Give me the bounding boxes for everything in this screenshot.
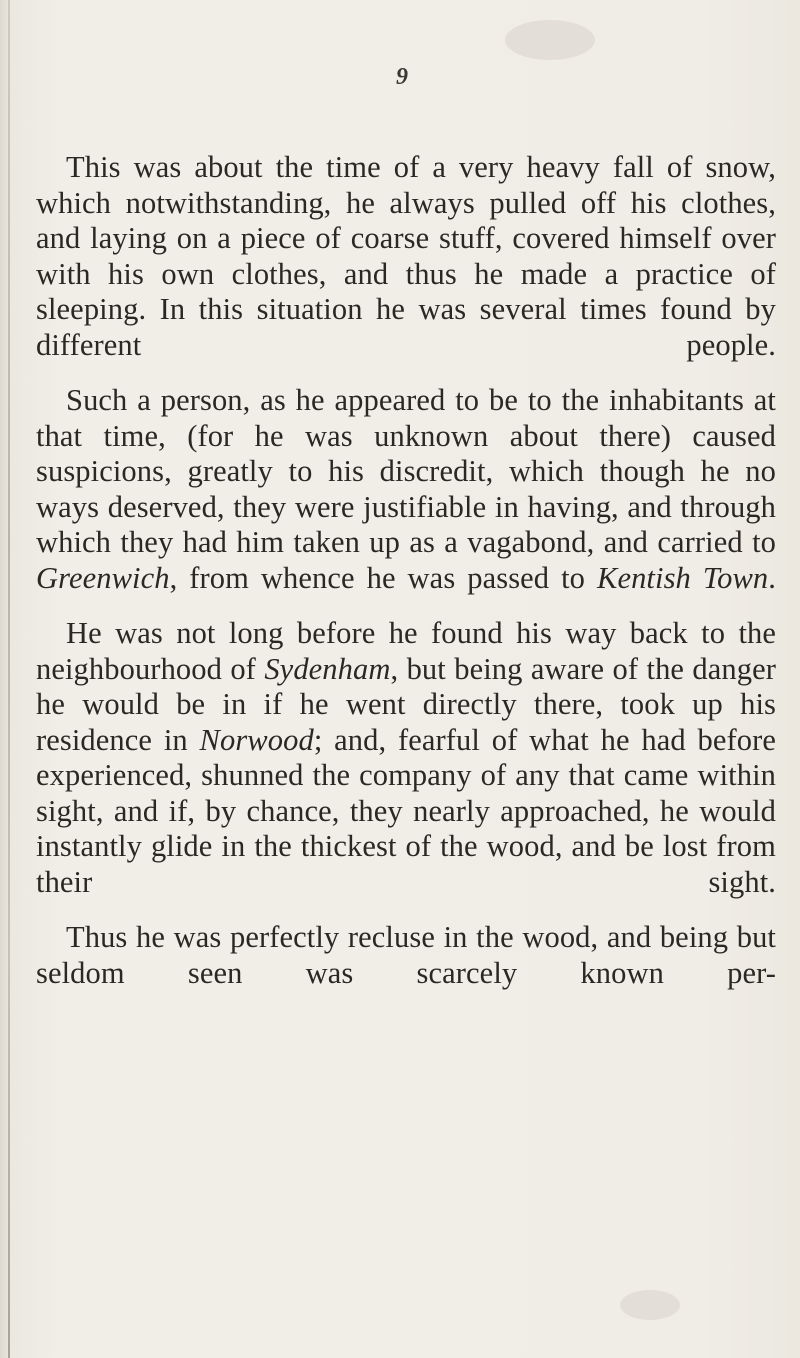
paragraph-3-text: He was not long before he found his way back to the neighbourhood of <box>36 616 776 686</box>
paper-stain <box>620 1290 680 1320</box>
binding-gutter <box>8 0 10 1358</box>
paper-stain <box>505 20 595 60</box>
place-kentish-town: Kentish Town <box>597 560 769 595</box>
paragraph-2-text: Such a person, as he appeared to be to the inhabitants at that time, (for he was unknown about there) caused suspicions, greatly to his discredit, which though he no ways deserved, they were justifiable in having, and through which they had him taken up as a vagabond, and carried to <box>36 383 776 559</box>
place-greenwich: Greenwich <box>36 560 170 595</box>
paragraph-4: Thus he was perfectly recluse in the wood, and being but seldom seen was scarcely known per- <box>36 920 776 990</box>
place-norwood: Norwood <box>199 722 314 757</box>
paragraph-1: This was about the time of a very heavy fall of snow, which notwithstanding, he always pulled off his clothes, and laying on a piece of coarse stuff, covered himself over with his own clothes, and thus he made a practice of sleeping. In this situation he was several times found by different people. <box>36 150 776 362</box>
body-text <box>36 150 776 991</box>
page-number: 9 <box>396 64 408 90</box>
paragraph-2 <box>36 383 776 596</box>
paragraph-3-text-end: ; and, fearful of what he had before experienced, shunned the company of any that came within sight, and if, by chance, they nearly approached, he would instantly glide in the thickest of the wood, and be lost from their sight. <box>36 722 776 899</box>
paragraph-2-text-end: . <box>768 560 776 595</box>
place-sydenham: Sydenham <box>264 651 391 686</box>
paragraph-2-text-mid: , from whence he was passed to <box>169 560 597 595</box>
paragraph-3-text-mid: , but being aware of the danger he would be in if he went directly there, took up his residence in <box>36 651 777 757</box>
paragraph-3 <box>36 616 776 900</box>
